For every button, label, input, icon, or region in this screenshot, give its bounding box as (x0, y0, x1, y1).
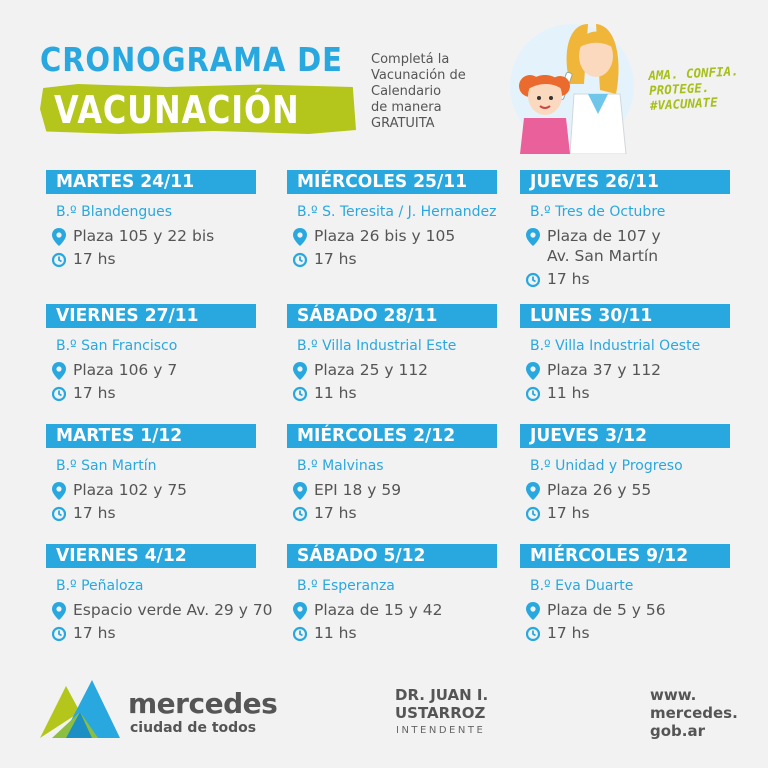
mayor-name-line: DR. JUAN I. (395, 686, 489, 704)
location-text (547, 480, 651, 500)
location-line: Av. San Martín (547, 247, 659, 265)
schedule-card (287, 170, 497, 269)
time-text: 17 hs (314, 250, 357, 268)
time-row (526, 383, 730, 403)
location-row (293, 480, 497, 500)
location-row (52, 480, 256, 500)
clock-icon (526, 385, 540, 403)
subtitle-line: de manera (371, 100, 442, 115)
schedule-card (520, 170, 730, 289)
neighborhood-label: B.º Esperanza (297, 578, 395, 594)
location-row (52, 360, 256, 380)
day-header (520, 304, 730, 328)
subtitle-line: Calendario (371, 84, 442, 99)
day-header (287, 304, 497, 328)
day-header (287, 424, 497, 448)
neighborhood-label: B.º Peñaloza (56, 578, 144, 594)
time-row (52, 503, 256, 523)
location-text (73, 360, 177, 380)
time-text: 11 hs (547, 384, 590, 402)
doctor-child-vaccination-illustration (500, 14, 634, 154)
location-row (52, 600, 273, 620)
day-header (287, 544, 497, 568)
neighborhood-label: B.º Blandengues (56, 204, 173, 220)
slogan-line: #VACUNATE (649, 94, 718, 113)
clock-icon (52, 385, 66, 403)
time-row (526, 503, 730, 523)
mayor-role: INTENDENTE (396, 725, 486, 736)
location-line: Plaza 106 y 7 (73, 361, 178, 379)
day-header (520, 424, 730, 448)
day-label: VIERNES 4/12 (56, 545, 187, 566)
page-title-line2: VACUNACIÓN (54, 88, 300, 132)
location-line: Plaza 37 y 112 (547, 361, 662, 379)
website-line: mercedes. (650, 704, 738, 722)
time-row (52, 623, 256, 643)
neighborhood-label: B.º S. Teresita / J. Hernandez (297, 204, 497, 220)
neighborhood-label: B.º San Martín (56, 458, 157, 474)
time-row (52, 383, 256, 403)
location-line: Plaza de 5 y 56 (547, 601, 666, 619)
day-header (287, 170, 497, 194)
time-row (526, 269, 730, 289)
time-row (293, 623, 497, 643)
time-text: 17 hs (547, 624, 590, 642)
location-line: Plaza 26 y 55 (547, 481, 652, 499)
day-label: JUEVES 3/12 (530, 425, 648, 446)
day-label: VIERNES 27/11 (56, 305, 199, 326)
schedule-card (287, 544, 497, 643)
location-line: Plaza de 15 y 42 (314, 601, 443, 619)
location-pin-icon (293, 482, 307, 500)
mercedes-logo-icon (40, 676, 120, 738)
schedule-card (287, 424, 497, 523)
neighborhood-label: B.º Tres de Octubre (530, 204, 666, 220)
schedule-card (520, 304, 730, 403)
location-text (73, 226, 214, 246)
time-text: 11 hs (314, 384, 357, 402)
location-pin-icon (293, 602, 307, 620)
schedule-card (520, 424, 730, 523)
day-label: LUNES 30/11 (530, 305, 653, 326)
time-text: 17 hs (73, 624, 116, 642)
website[interactable] (650, 686, 738, 740)
location-row (293, 226, 497, 246)
neighborhood-label: B.º San Francisco (56, 338, 178, 354)
location-text (314, 480, 401, 500)
schedule-card (520, 544, 730, 643)
location-pin-icon (526, 602, 540, 620)
location-row (526, 480, 730, 500)
day-label: SÁBADO 28/11 (297, 305, 438, 326)
location-text (547, 360, 661, 380)
schedule-card (46, 544, 273, 643)
neighborhood-label: B.º Malvinas (297, 458, 384, 474)
brand-tagline: ciudad de todos (130, 720, 257, 736)
website-line: www. (650, 686, 697, 704)
time-text: 17 hs (73, 384, 116, 402)
location-pin-icon (52, 482, 66, 500)
location-text (73, 600, 273, 620)
location-row (526, 600, 730, 620)
clock-icon (52, 625, 66, 643)
location-text (314, 600, 443, 620)
location-text (314, 360, 428, 380)
clock-icon (52, 251, 66, 269)
location-line: Plaza de 107 y (547, 227, 661, 245)
location-text (314, 226, 455, 246)
time-text: 17 hs (547, 504, 590, 522)
clock-icon (293, 385, 307, 403)
brand-name: mercedes (128, 687, 278, 720)
neighborhood-label: B.º Eva Duarte (530, 578, 634, 594)
time-row (526, 623, 730, 643)
time-text: 11 hs (314, 624, 357, 642)
location-line: Plaza 25 y 112 (314, 361, 429, 379)
location-line: Espacio verde Av. 29 y 70 (73, 601, 273, 619)
location-pin-icon (526, 482, 540, 500)
time-text: 17 hs (547, 270, 590, 288)
location-text (547, 600, 666, 620)
schedule-card (46, 304, 256, 403)
clock-icon (293, 505, 307, 523)
location-line: EPI 18 y 59 (314, 481, 402, 499)
location-pin-icon (293, 362, 307, 380)
subtitle-line: GRATUITA (371, 116, 435, 131)
schedule-card (46, 424, 256, 523)
time-text: 17 hs (314, 504, 357, 522)
clock-icon (293, 625, 307, 643)
time-row (52, 249, 256, 269)
location-pin-icon (526, 362, 540, 380)
location-pin-icon (52, 228, 66, 246)
location-row (526, 360, 730, 380)
time-text: 17 hs (73, 250, 116, 268)
location-line: Plaza 102 y 75 (73, 481, 188, 499)
mayor-name-line: USTARROZ (395, 704, 486, 722)
neighborhood-label: B.º Villa Industrial Oeste (530, 338, 701, 354)
day-header (520, 170, 730, 194)
slogan-line: AMA. CONFIA. (648, 63, 739, 83)
time-row (293, 503, 497, 523)
day-header (46, 304, 256, 328)
slogan (648, 62, 760, 113)
website-line: gob.ar (650, 722, 705, 740)
clock-icon (526, 271, 540, 289)
day-header (520, 544, 730, 568)
location-row (52, 226, 256, 246)
schedule-card (46, 170, 256, 269)
time-text: 17 hs (73, 504, 116, 522)
location-pin-icon (526, 228, 540, 246)
day-header (46, 170, 256, 194)
clock-icon (52, 505, 66, 523)
day-label: SÁBADO 5/12 (297, 545, 426, 566)
page-title-line1: CRONOGRAMA DE (40, 40, 343, 79)
location-row (293, 600, 497, 620)
location-line: Plaza 26 bis y 105 (314, 227, 456, 245)
time-row (293, 383, 497, 403)
slogan-line: PROTEGE. (648, 79, 710, 98)
day-label: JUEVES 26/11 (530, 171, 659, 192)
subtitle-line: Completá la (371, 52, 450, 67)
location-row (293, 360, 497, 380)
clock-icon (526, 505, 540, 523)
subtitle (371, 52, 491, 132)
clock-icon (526, 625, 540, 643)
location-line: Plaza 105 y 22 bis (73, 227, 215, 245)
day-label: MARTES 24/11 (56, 171, 195, 192)
location-pin-icon (52, 602, 66, 620)
day-label: MIÉRCOLES 25/11 (297, 171, 468, 192)
day-header (46, 544, 256, 568)
neighborhood-label: B.º Unidad y Progreso (530, 458, 683, 474)
day-label: MIÉRCOLES 9/12 (530, 545, 689, 566)
clock-icon (293, 251, 307, 269)
day-label: MARTES 1/12 (56, 425, 183, 446)
location-text (73, 480, 187, 500)
location-text (547, 226, 661, 266)
schedule-card (287, 304, 497, 403)
subtitle-line: Vacunación de (371, 68, 466, 83)
mayor-name (395, 686, 488, 722)
location-pin-icon (293, 228, 307, 246)
day-header (46, 424, 256, 448)
time-row (293, 249, 497, 269)
day-label: MIÉRCOLES 2/12 (297, 425, 456, 446)
neighborhood-label: B.º Villa Industrial Este (297, 338, 457, 354)
location-pin-icon (52, 362, 66, 380)
location-row (526, 226, 730, 266)
